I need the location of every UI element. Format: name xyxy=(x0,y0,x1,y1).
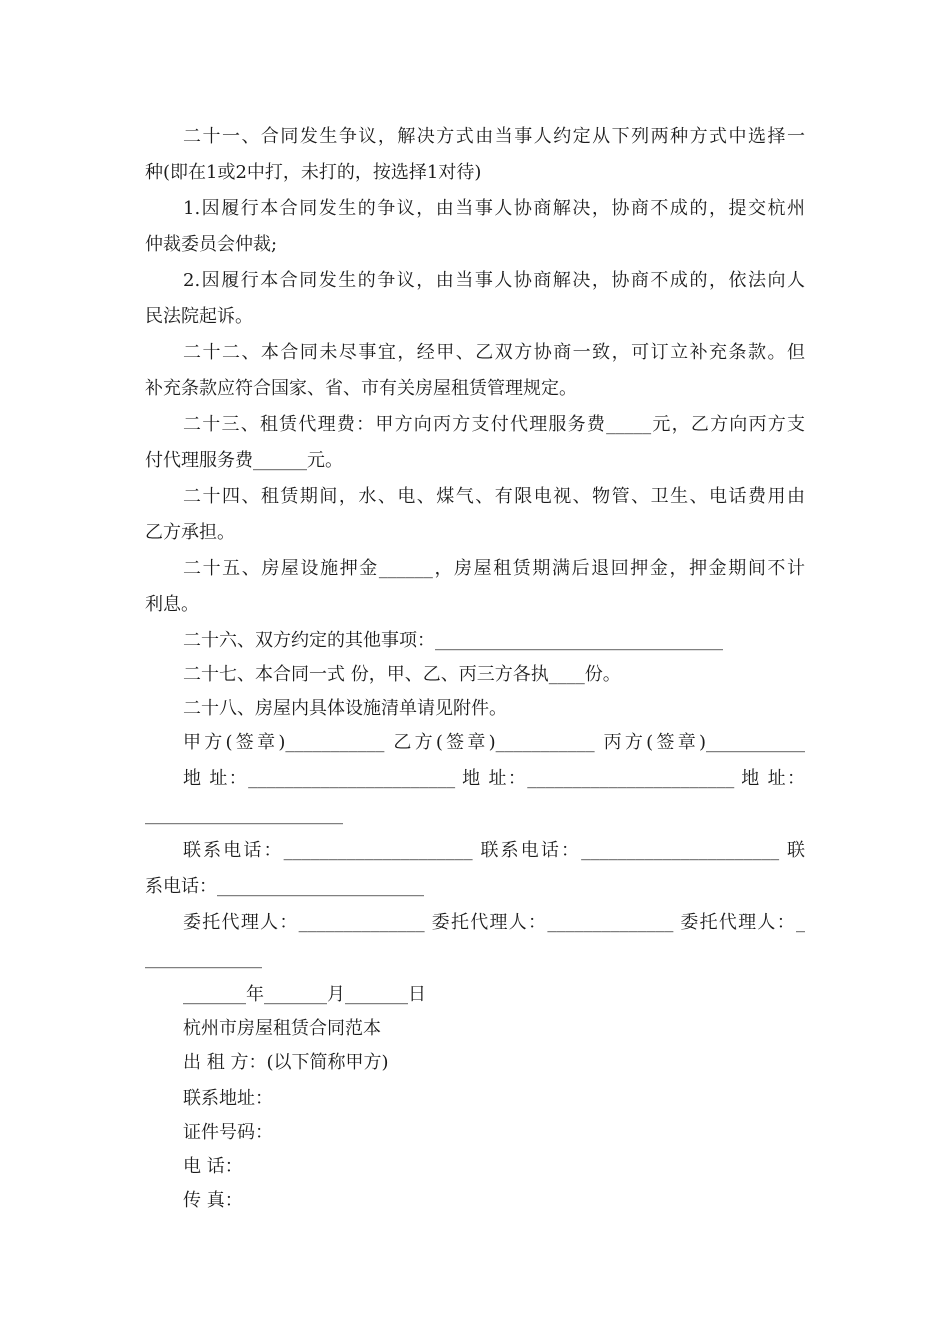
date-line: _______年_______月_______日 xyxy=(183,984,426,1005)
signature-row: 甲方(签章)___________ 乙方(签章)___________ 丙方(签章)___________ xyxy=(183,732,805,753)
template-title: 杭州市房屋租赁合同范本 xyxy=(183,1018,381,1039)
clause-23-line-1: 二十三、租赁代理费：甲方向丙方支付代理服务费_____元，乙方向丙方支 xyxy=(183,414,805,435)
clause-26: 二十六、双方约定的其他事项：________________________________ xyxy=(183,630,723,651)
fax-line: 传 真： xyxy=(183,1190,243,1211)
clause-22-line-1: 二十二、本合同未尽事宜，经甲、乙双方协商一致，可订立补充条款。但 xyxy=(183,342,805,363)
phone-line: 电 话： xyxy=(183,1156,243,1177)
id-number-line: 证件号码： xyxy=(183,1122,273,1143)
clause-23-line-2: 付代理服务费______元。 xyxy=(145,450,343,471)
agent-row-line-2: _____________ xyxy=(145,948,262,969)
clause-25-line-1: 二十五、房屋设施押金______，房屋租赁期满后退回押金，押金期间不计 xyxy=(183,558,805,579)
clause-24-line-2: 乙方承担。 xyxy=(145,522,235,543)
clause-21-line-1: 二十一、合同发生争议，解决方式由当事人约定从下列两种方式中选择一 xyxy=(183,126,805,147)
clause-27: 二十七、本合同一式 份，甲、乙、丙三方各执____份。 xyxy=(183,664,621,685)
clause-21-option-2-line-1: 2.因履行本合同发生的争议，由当事人协商解决，协商不成的，依法向人 xyxy=(183,270,805,291)
address-row-line-1: 地 址：_______________________ 地 址：_______________________ 地 址： xyxy=(183,768,805,789)
clause-21-option-2-line-2: 民法院起诉。 xyxy=(145,306,253,327)
clause-21-option-1-line-1: 1.因履行本合同发生的争议，由当事人协商解决，协商不成的，提交杭州 xyxy=(183,198,805,219)
clause-21-line-2: 种(即在1或2中打，未打的，按选择1对待) xyxy=(145,162,482,183)
address-row-line-2: ______________________ xyxy=(145,804,343,825)
agent-row-line-1: 委托代理人：______________ 委托代理人：______________ 委托代理人：_ xyxy=(183,912,805,933)
clause-25-line-2: 利息。 xyxy=(145,594,199,615)
clause-22-line-2: 补充条款应符合国家、省、市有关房屋租赁管理规定。 xyxy=(145,378,577,399)
phone-row-line-1: 联系电话：_____________________ 联系电话：______________________ 联 xyxy=(183,840,805,861)
clause-21-option-1-line-2: 仲裁委员会仲裁; xyxy=(145,234,278,255)
lessor-line: 出 租 方：(以下简称甲方) xyxy=(183,1052,389,1073)
clause-28: 二十八、房屋内具体设施清单请见附件。 xyxy=(183,698,507,719)
phone-row-line-2: 系电话：_______________________ xyxy=(145,876,424,897)
clause-24-line-1: 二十四、租赁期间，水、电、煤气、有限电视、物管、卫生、电话费用由 xyxy=(183,486,805,507)
contact-address-line: 联系地址： xyxy=(183,1088,273,1109)
